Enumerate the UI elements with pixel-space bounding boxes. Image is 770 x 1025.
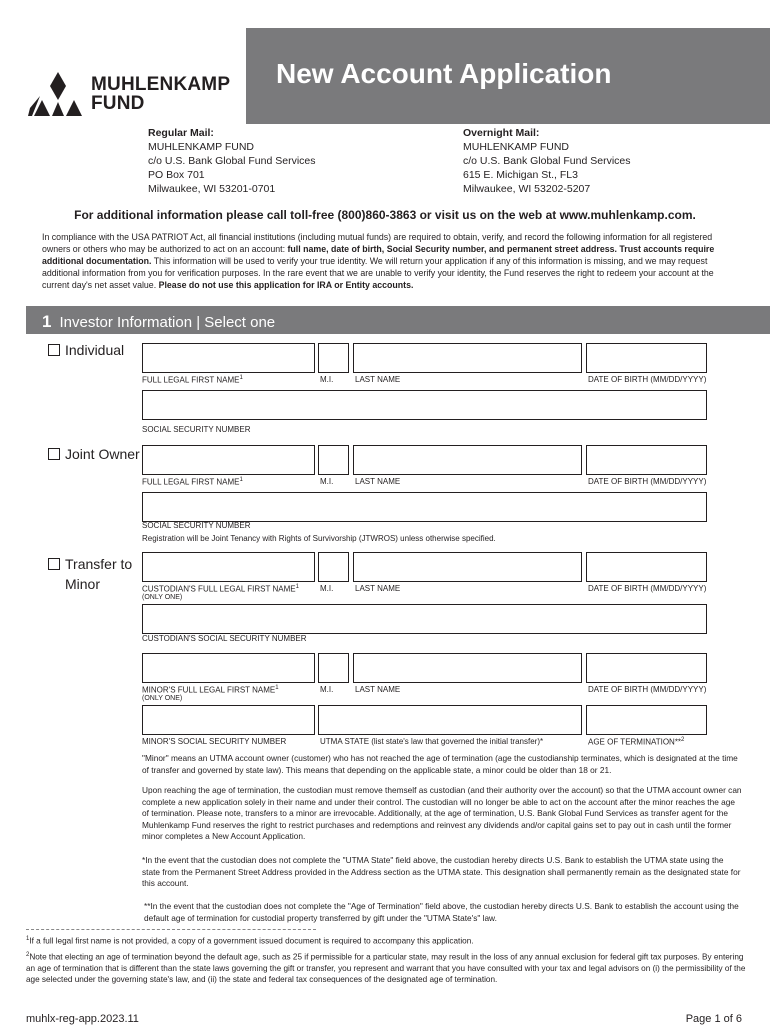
utma-state-label: UTMA STATE (list state's law that governed the initial transfer)* — [320, 737, 544, 746]
mi-label: M.I. — [320, 584, 334, 593]
last-name-label: LAST NAME — [355, 685, 401, 694]
custodian-ssn-label: CUSTODIAN'S SOCIAL SECURITY NUMBER — [142, 634, 307, 643]
footnote-1 — [26, 934, 746, 947]
footnote-text: If a full legal first name is not provided, a copy of a government issued document is required to accompany this application. — [29, 936, 474, 946]
footnote-ref: 1 — [239, 375, 243, 381]
age-of-termination-label — [588, 737, 684, 747]
first-name-label — [142, 375, 243, 385]
custodian-first-name-field[interactable] — [142, 552, 315, 582]
transfer-to-minor-checkbox[interactable] — [48, 558, 60, 570]
joint-mi-field[interactable] — [318, 445, 349, 475]
individual-checkbox[interactable] — [48, 344, 60, 356]
footnote-text: Note that electing an age of termination beyond the default age, such as 25 if permissible for a particular state, may result in the loss of any annual exclusion for federal gift tax purposes. By entering an age of termination that is different than the state laws governing the gift or transfer, you represent and warrant that you have consulted with your tax and legal advisors on (i) the permissibility of the age selected under the governing state's law, and (ii) the state and federal tax consequences of the designated age of termination. — [26, 952, 746, 984]
label-text: FULL LEGAL FIRST NAME — [142, 477, 240, 487]
transfer-option-label-line2: Minor — [65, 576, 101, 592]
individual-dob-field[interactable] — [586, 343, 707, 373]
last-name-label: LAST NAME — [355, 477, 401, 486]
address-line: c/o U.S. Bank Global Fund Services — [148, 155, 316, 167]
mi-label: M.I. — [320, 375, 334, 384]
joint-first-name-field[interactable] — [142, 445, 315, 475]
utma-state-default-paragraph: *In the event that the custodian does not complete the "UTMA State" field above, the custodian hereby directs U.S. Bank to establish the UTMA state using the state from the Permanent Street Address provided in the Address section as the UTMA state. This designation shall permanently remain as the designated state for this account. — [142, 855, 741, 888]
utma-state-field[interactable] — [318, 705, 582, 735]
section-number: 1 — [42, 312, 52, 331]
label-text: MINOR'S FULL LEGAL FIRST NAME — [142, 685, 276, 695]
joint-last-name-field[interactable] — [353, 445, 582, 475]
individual-last-name-field[interactable] — [353, 343, 582, 373]
minor-ssn-field[interactable] — [142, 705, 315, 735]
individual-option-label: Individual — [65, 342, 125, 358]
notice-bold-text: Please do not use this application for IRA or Entity accounts. — [158, 280, 414, 290]
only-one-note: (ONLY ONE) — [142, 695, 183, 702]
joint-ssn-field[interactable] — [142, 492, 707, 522]
dob-label: DATE OF BIRTH (MM/DD/YYYY) — [588, 584, 707, 593]
individual-ssn-field[interactable] — [142, 390, 707, 420]
brand-line-1: MUHLENKAMP — [91, 74, 231, 95]
footnote-ref: 1 — [239, 477, 243, 483]
joint-dob-field[interactable] — [586, 445, 707, 475]
label-text: CUSTODIAN'S FULL LEGAL FIRST NAME — [142, 584, 296, 594]
address-line: MUHLENKAMP FUND — [148, 141, 254, 153]
minor-first-name-field[interactable] — [142, 653, 315, 683]
address-line: 615 E. Michigan St., FL3 — [463, 169, 578, 181]
section-subtitle: | Select one — [192, 314, 276, 331]
age-of-termination-field[interactable] — [586, 705, 707, 735]
custodian-mi-field[interactable] — [318, 552, 349, 582]
dob-label: DATE OF BIRTH (MM/DD/YYYY) — [588, 685, 707, 694]
custodian-dob-field[interactable] — [586, 552, 707, 582]
individual-first-name-field[interactable] — [142, 343, 315, 373]
last-name-label: LAST NAME — [355, 584, 401, 593]
notice-text: This information will be used to verify your true identity. We will return your application if any of this information is missing, and we may request additional information from you for verification purposes. In the rare event that we are unable to verify your identity, the Fund reserves the right to redeem your account at the current day's net asset value. — [42, 256, 714, 290]
address-line: c/o U.S. Bank Global Fund Services — [463, 155, 631, 167]
transfer-to-minor-option[interactable] — [48, 554, 132, 594]
minor-definition-paragraph: "Minor" means an UTMA account owner (customer) who has not reached the age of termination (age the custodianship terminates, which is designated at the time of transfer and governed by state law). This means that depending on the applicable state, a minor could be older than 18 or 21. — [142, 753, 738, 775]
ssn-label: SOCIAL SECURITY NUMBER — [142, 425, 251, 434]
only-one-note: (ONLY ONE) — [142, 594, 183, 601]
footnote-ref: 1 — [275, 685, 279, 691]
footnote-ref: 2 — [681, 737, 685, 743]
address-line: Milwaukee, WI 53202-5207 — [463, 183, 591, 195]
brand-line-2: FUND — [91, 93, 145, 114]
page-title: New Account Application — [276, 58, 612, 89]
mi-label: M.I. — [320, 477, 334, 486]
joint-owner-option-label: Joint Owner — [65, 446, 140, 462]
joint-owner-option[interactable] — [48, 446, 140, 462]
footnote-ref: 1 — [295, 584, 299, 590]
custodian-ssn-field[interactable] — [142, 604, 707, 634]
age-termination-default-paragraph: **In the event that the custodian does not complete the "Age of Termination" field above, the custodian hereby directs U.S. Bank to establish the account using the default age of termination for custodial property transferred by gift under the "UTMA State's" law. — [144, 901, 739, 923]
footnote-mark: 1 — [26, 936, 30, 942]
form-identifier: muhlx-reg-app.2023.11 — [26, 1013, 139, 1025]
last-name-label: LAST NAME — [355, 375, 401, 384]
minor-first-name-label — [142, 685, 279, 695]
minor-last-name-field[interactable] — [353, 653, 582, 683]
section-title-text: Investor Information — [59, 314, 193, 331]
minor-dob-field[interactable] — [586, 653, 707, 683]
label-text: AGE OF TERMINATION** — [588, 737, 682, 747]
footnote-2 — [26, 950, 746, 985]
address-line: Milwaukee, WI 53201-0701 — [148, 183, 276, 195]
page-number: Page 1 of 6 — [685, 1013, 742, 1025]
contact-info: For additional information please call toll-free (800)860-3863 or visit us on the web at www.muhlenkamp.com. — [74, 208, 696, 222]
label-text: FULL LEGAL FIRST NAME — [142, 375, 240, 385]
section-title — [42, 312, 275, 332]
jtwros-note: Registration will be Joint Tenancy with Rights of Survivorship (JTWROS) unless otherwise specified. — [142, 534, 496, 543]
mi-label: M.I. — [320, 685, 334, 694]
minor-mi-field[interactable] — [318, 653, 349, 683]
address-line: PO Box 701 — [148, 169, 205, 181]
overnight-mail-heading: Overnight Mail: — [463, 127, 540, 139]
brand-wordmark — [91, 75, 230, 113]
notice-text: In compliance with the USA PATRIOT Act, all financial institutions (including mutual funds) are required to obtain, verify, and record the following information for all registered owners or others who may be authorized to act on an account: — [42, 232, 713, 254]
overnight-mail-address — [463, 126, 631, 196]
patriot-act-notice — [42, 231, 738, 291]
footnote-mark: 2 — [26, 952, 30, 958]
transfer-option-label-line1: Transfer to — [65, 556, 133, 572]
address-line: MUHLENKAMP FUND — [463, 141, 569, 153]
individual-mi-field[interactable] — [318, 343, 349, 373]
first-name-label — [142, 477, 243, 487]
custodian-last-name-field[interactable] — [353, 552, 582, 582]
regular-mail-address — [148, 126, 316, 196]
dob-label: DATE OF BIRTH (MM/DD/YYYY) — [588, 477, 707, 486]
termination-paragraph: Upon reaching the age of termination, the custodian must remove themself as custodian (and their authority over the account) so that the UTMA account owner can complete a new application solely in their name and under their control. The custodian will no longer be able to act on the account after the minor reaches the age of termination. Please note, transfers to a minor are irrevocable. Additionally, at the age of termination, U.S. Bank Global Fund Services as transfer agent for the Muhlenkamp Fund reserves the right to restrict purchases and redemptions and reinvest any dividends and/or capital gains set to pay out in cash until the former minor completes a New Account Application. — [142, 785, 742, 841]
custodian-first-name-label — [142, 584, 299, 594]
ssn-label: SOCIAL SECURITY NUMBER — [142, 521, 251, 530]
mountain-logo-icon — [28, 72, 82, 116]
regular-mail-heading: Regular Mail: — [148, 127, 214, 139]
footnote-divider — [26, 929, 316, 930]
joint-owner-checkbox[interactable] — [48, 448, 60, 460]
minor-ssn-label: MINOR'S SOCIAL SECURITY NUMBER — [142, 737, 287, 746]
individual-option[interactable] — [48, 342, 124, 358]
dob-label: DATE OF BIRTH (MM/DD/YYYY) — [588, 375, 707, 384]
notice-bold-text: full name, date of birth, Social Security number, and permanent street address. Trust accounts require additional documentation. — [42, 244, 715, 266]
